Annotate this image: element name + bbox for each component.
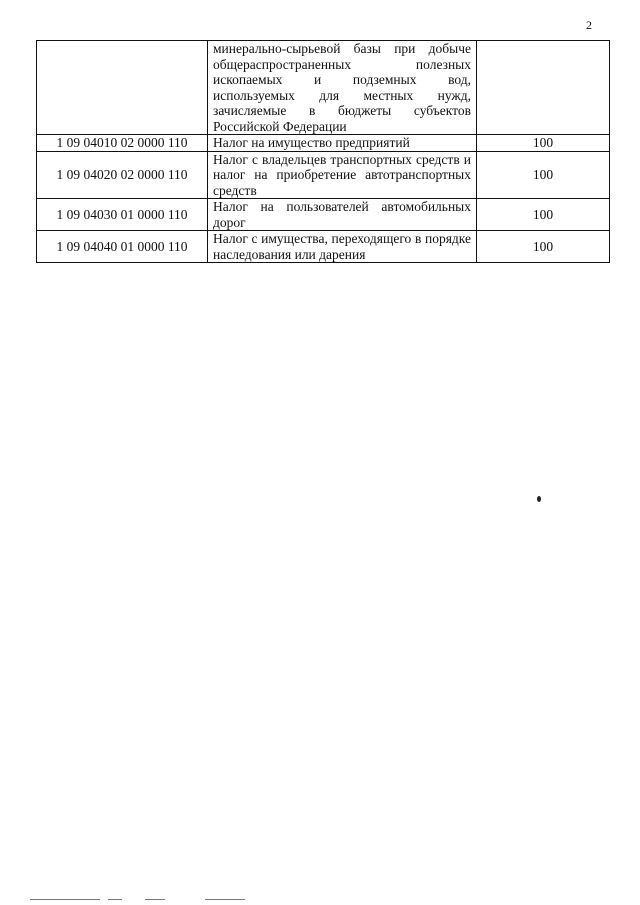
- page-number: 2: [586, 18, 592, 32]
- scan-edge-line: [205, 899, 245, 900]
- table-row: [37, 41, 610, 135]
- percent-value: [477, 41, 610, 135]
- scan-edge-line: [30, 899, 100, 900]
- revenue-description: Налог на имущество предприятий: [208, 135, 477, 152]
- budget-classification-code: 1 09 04010 02 0000 110: [37, 135, 208, 152]
- budget-classification-code: 1 09 04030 01 0000 110: [37, 199, 208, 231]
- percent-value: 100: [477, 199, 610, 231]
- budget-classification-code: [37, 41, 208, 135]
- table-row: [37, 135, 610, 152]
- table-row: [37, 151, 610, 199]
- percent-value: 100: [477, 135, 610, 152]
- table-row: [37, 199, 610, 231]
- revenue-description: Налог с владельцев транспортных средств и налог на приобретение автотранспортных средств: [208, 151, 477, 199]
- revenue-distribution-table: [36, 40, 610, 263]
- revenue-description: Налог с имущества, переходящего в порядке наследования или дарения: [208, 231, 477, 263]
- percent-value: 100: [477, 231, 610, 263]
- budget-classification-code: 1 09 04040 01 0000 110: [37, 231, 208, 263]
- percent-value: 100: [477, 151, 610, 199]
- scan-edge-line: [108, 899, 122, 900]
- budget-classification-code: 1 09 04020 02 0000 110: [37, 151, 208, 199]
- revenue-description: Налог на пользователей автомобильных дорог: [208, 199, 477, 231]
- revenue-description: минерально-сырьевой базы при добыче общераспространенных полезных ископаемых и подземных вод, используемых для местных нужд, зачисляемые в бюджеты субъектов Российской Федерации: [208, 41, 477, 135]
- table-row: [37, 231, 610, 263]
- scan-speck: [537, 496, 541, 502]
- scan-edge-line: [145, 899, 165, 900]
